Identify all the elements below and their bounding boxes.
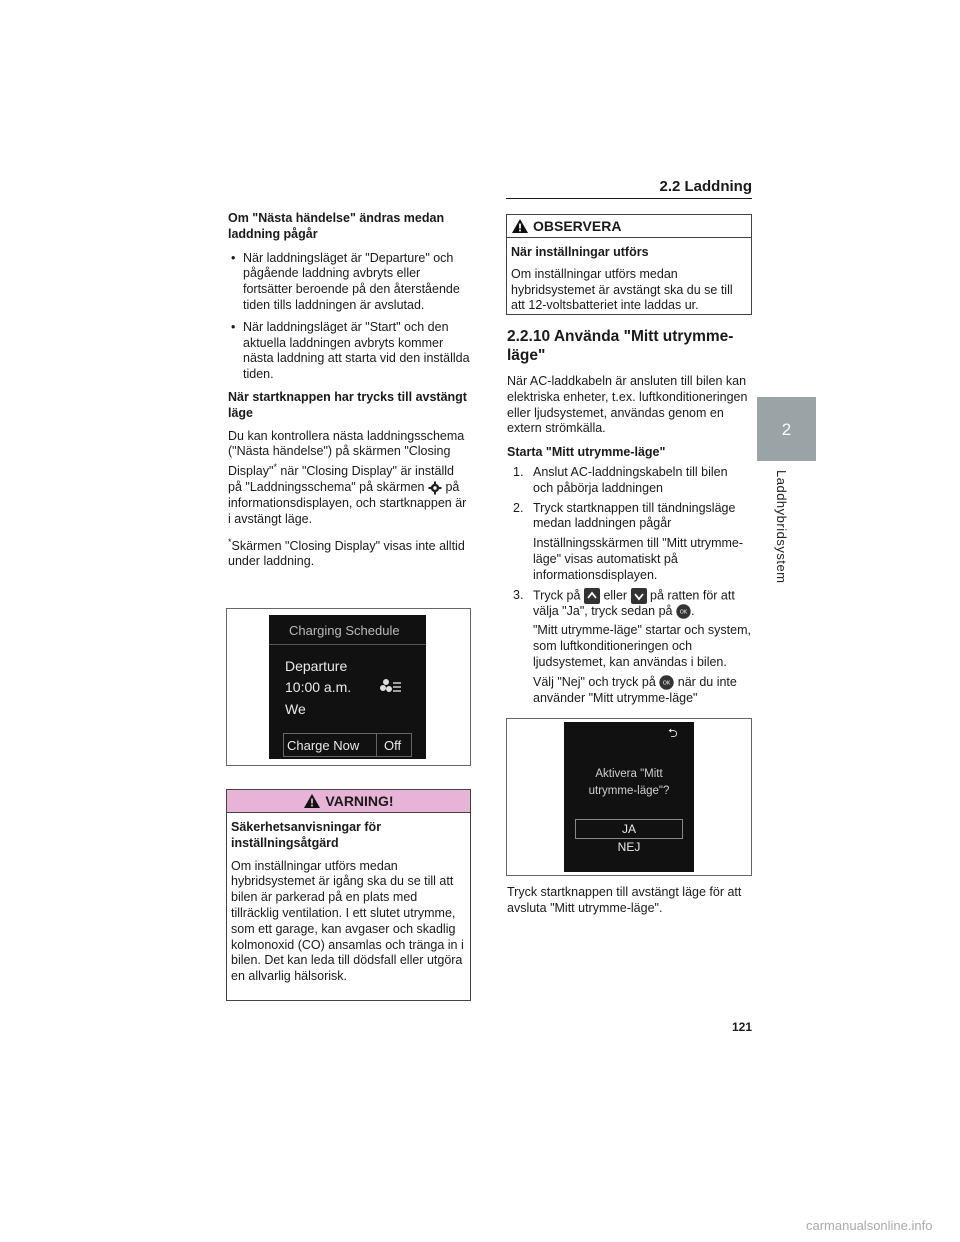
step-3: 3. Tryck på eller på ratten för att välja "Ja", tryck sedan på OK . (513, 587, 735, 618)
notice-subtitle: När inställningar utförs (511, 245, 649, 259)
step-3-note: "Mitt utrymme-läge" startar och system, som luftkonditioneringen och ljudsystemet, kan användas i bilen. (533, 623, 751, 670)
charge-now-row[interactable] (283, 733, 412, 757)
charging-schedule-screen (269, 615, 426, 759)
subheading-next-event: Om "Nästa händelse" ändras medan laddning pågår (228, 211, 445, 241)
page-number: 121 (731, 1020, 752, 1034)
my-space-mode-figure (506, 718, 752, 876)
right-column (507, 327, 751, 706)
schedule-day: We (285, 701, 306, 717)
chapter-label: Laddhybridsystem (774, 470, 789, 584)
warning-title: VARNING! (325, 793, 394, 809)
chapter-number: 2 (781, 420, 792, 439)
watermark: carmanualsonline.info (806, 1218, 933, 1233)
activate-question: Aktivera "Mitt utrymme-läge"? (588, 768, 670, 797)
screen-title: Charging Schedule (289, 623, 400, 638)
schedule-mode: Departure (285, 658, 348, 674)
paragraph-closing-display: Du kan kontrollera nästa laddningsschema ("Nästa händelse") på skärmen "Closing Display"* när "Closing Display" är inställd på "Laddningsschema" på skärmen på informationsdisplayen, och startknappen är i avstängt läge. (228, 428, 467, 526)
header-rule (506, 198, 752, 199)
ok-button-icon (676, 604, 691, 619)
list-item: • När laddningsläget är "Departure" och pågående laddning avbryts eller fortsätter beroende på den återstående tiden tills laddningen är avslutad. (228, 251, 470, 314)
notice-triangle-icon (511, 218, 529, 234)
arrow-up-button-icon (584, 588, 600, 604)
no-option[interactable]: NEJ (617, 840, 641, 854)
yes-option[interactable]: JA (575, 819, 683, 839)
notice-text: Om inställningar utförs medan hybridsystemet är avstängt ska du se till att 12-voltsbatteriet inte laddas ur. (511, 266, 733, 313)
warning-header (227, 790, 470, 813)
footnote: *Skärmen "Closing Display" visas inte alltid under laddning. (228, 536, 465, 569)
svg-text:OK: OK (663, 680, 671, 687)
back-icon[interactable]: ⮌ (668, 726, 678, 740)
left-column (228, 211, 470, 570)
schedule-time: 10:00 a.m. (285, 679, 352, 695)
warning-text: Om inställningar utförs medan hybridsystemet är igång ska du se till att bilen är parkerad på en plats med tillräcklig ventilation. I ett slutet utrymme, som ett garage, kan avgaser och skadlig kolmonoxid (CO) ansamlas och tränga in i bilen. Det kan leda till dödsfall eller utgöra en allvarlig hälsorisk. (231, 858, 464, 984)
arrow-down-button-icon (631, 588, 647, 604)
section-heading: 2.2.10 Använda "Mitt utrymme-läge" (507, 328, 734, 364)
notice-box (506, 214, 752, 315)
charge-now-label: Charge Now (287, 738, 360, 753)
charging-schedule-figure (226, 608, 471, 766)
step-2-note: Inställningsskärmen till "Mitt utrymme-läge" visas automatiskt på informationsdisplayen. (533, 536, 744, 582)
notice-header (507, 215, 751, 238)
divider (376, 734, 377, 756)
warning-box (226, 789, 471, 1001)
start-heading: Starta "Mitt utrymme-läge" (507, 445, 666, 460)
my-space-mode-screen (564, 722, 694, 872)
charge-now-value: Off (384, 738, 402, 753)
divider (269, 644, 426, 645)
subheading-start-button-off: När startknappen har trycks till avstängt läge (228, 389, 467, 420)
list-item: • När laddningsläget är "Start" och den aktuella laddningen avbryts kommer nästa laddning att starta vid den inställda tiden. (228, 320, 470, 383)
section-header: 2.2 Laddning (659, 178, 752, 195)
ok-button-icon (659, 675, 674, 690)
step-3-note-2: Välj "Nej" och tryck på OK när du inte använder "Mitt utrymme-läge" (533, 674, 737, 705)
step-2: 2. Tryck startknappen till tändningsläge medan laddningen pågår (513, 500, 736, 531)
warning-subtitle: Säkerhetsanvisningar för inställningsåtgärd (231, 820, 382, 850)
svg-text:OK: OK (679, 609, 688, 616)
ac-fan-icon (380, 678, 402, 694)
notice-title: OBSERVERA (533, 218, 622, 234)
intro-paragraph: När AC-laddkabeln är ansluten till bilen kan elektriska enheter, t.ex. luftkonditioneringen eller ljudsystemet, användas genom en extern strömkälla. (507, 374, 748, 436)
settings-gear-icon (428, 481, 442, 495)
footnote-mark: * (273, 462, 277, 473)
closing-paragraph: Tryck startknappen till avstängt läge för att avsluta "Mitt utrymme-läge". (507, 885, 742, 915)
step-1: 1. Anslut AC-laddningskabeln till bilen och påbörja laddningen (513, 464, 728, 495)
warning-triangle-icon (303, 793, 321, 809)
